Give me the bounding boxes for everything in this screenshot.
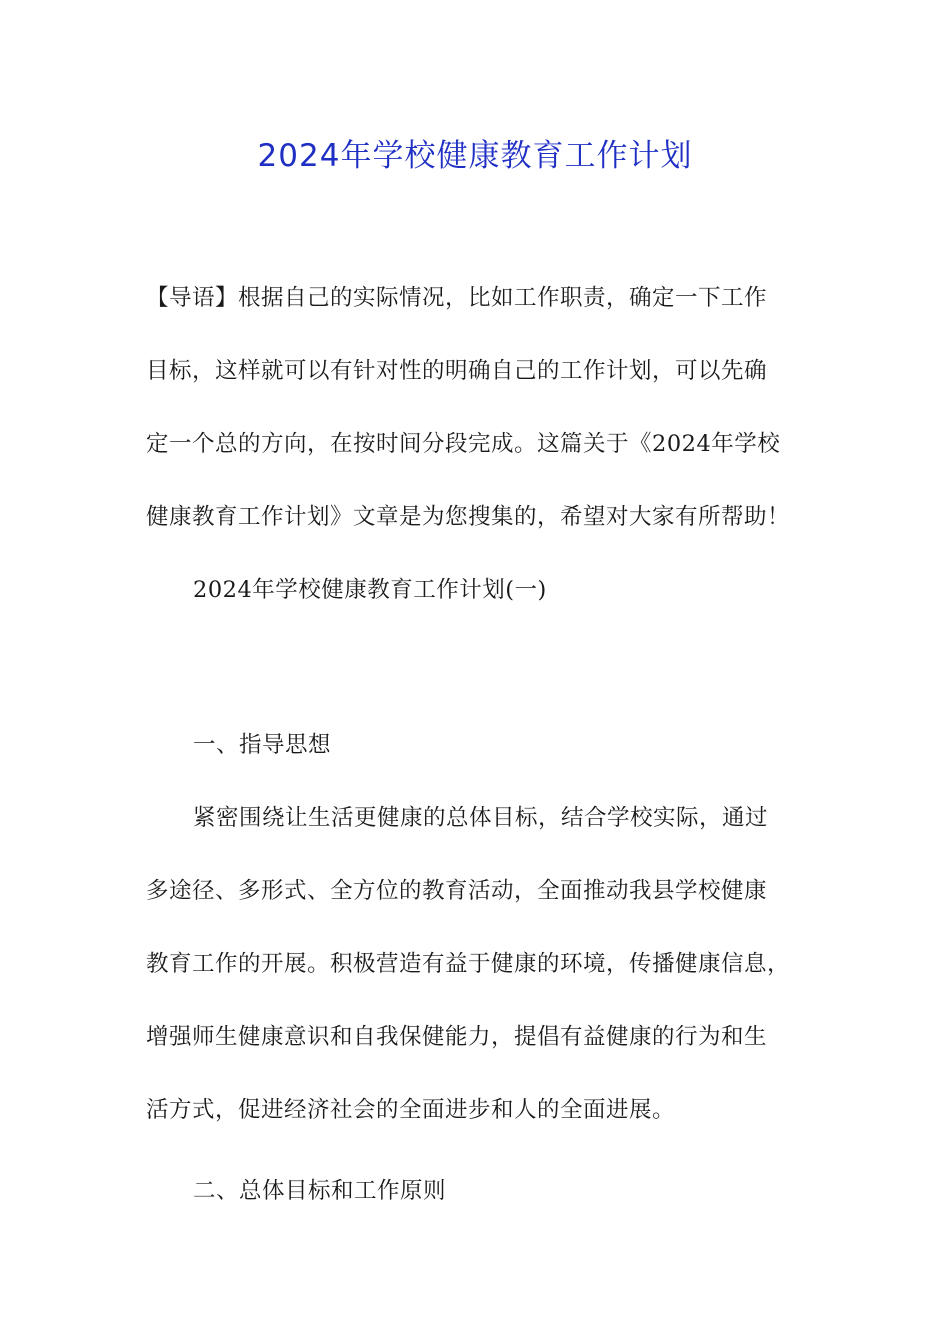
paragraph-line-4: 增强师生健康意识和自我保健能力，提倡有益健康的行为和生: [146, 1024, 768, 1050]
document-title: 2024年学校健康教育工作计划: [257, 138, 693, 174]
intro-line-2: 目标，这样就可以有针对性的明确自己的工作计划，可以先确: [146, 358, 768, 384]
intro-line-1: 【导语】根据自己的实际情况，比如工作职责，确定一下工作: [146, 285, 768, 311]
paragraph-line-3: 教育工作的开展。积极营造有益于健康的环境，传播健康信息，: [146, 951, 791, 977]
paragraph-line-5: 活方式，促进经济社会的全面进步和人的全面进展。: [146, 1097, 676, 1123]
intro-line-3: 定一个总的方向，在按时间分段完成。这篇关于《2024年学校: [146, 431, 781, 457]
plan-subtitle: 2024年学校健康教育工作计划(一): [193, 577, 547, 603]
paragraph-line-1: 紧密围绕让生活更健康的总体目标，结合学校实际，通过: [193, 805, 769, 831]
paragraph-line-2: 多途径、多形式、全方位的教育活动，全面推动我县学校健康: [146, 878, 768, 904]
intro-line-4: 健康教育工作计划》文章是为您搜集的，希望对大家有所帮助！: [146, 504, 791, 530]
section-heading-2: 二、总体目标和工作原则: [193, 1178, 447, 1204]
section-heading-1: 一、指导思想: [193, 732, 332, 758]
